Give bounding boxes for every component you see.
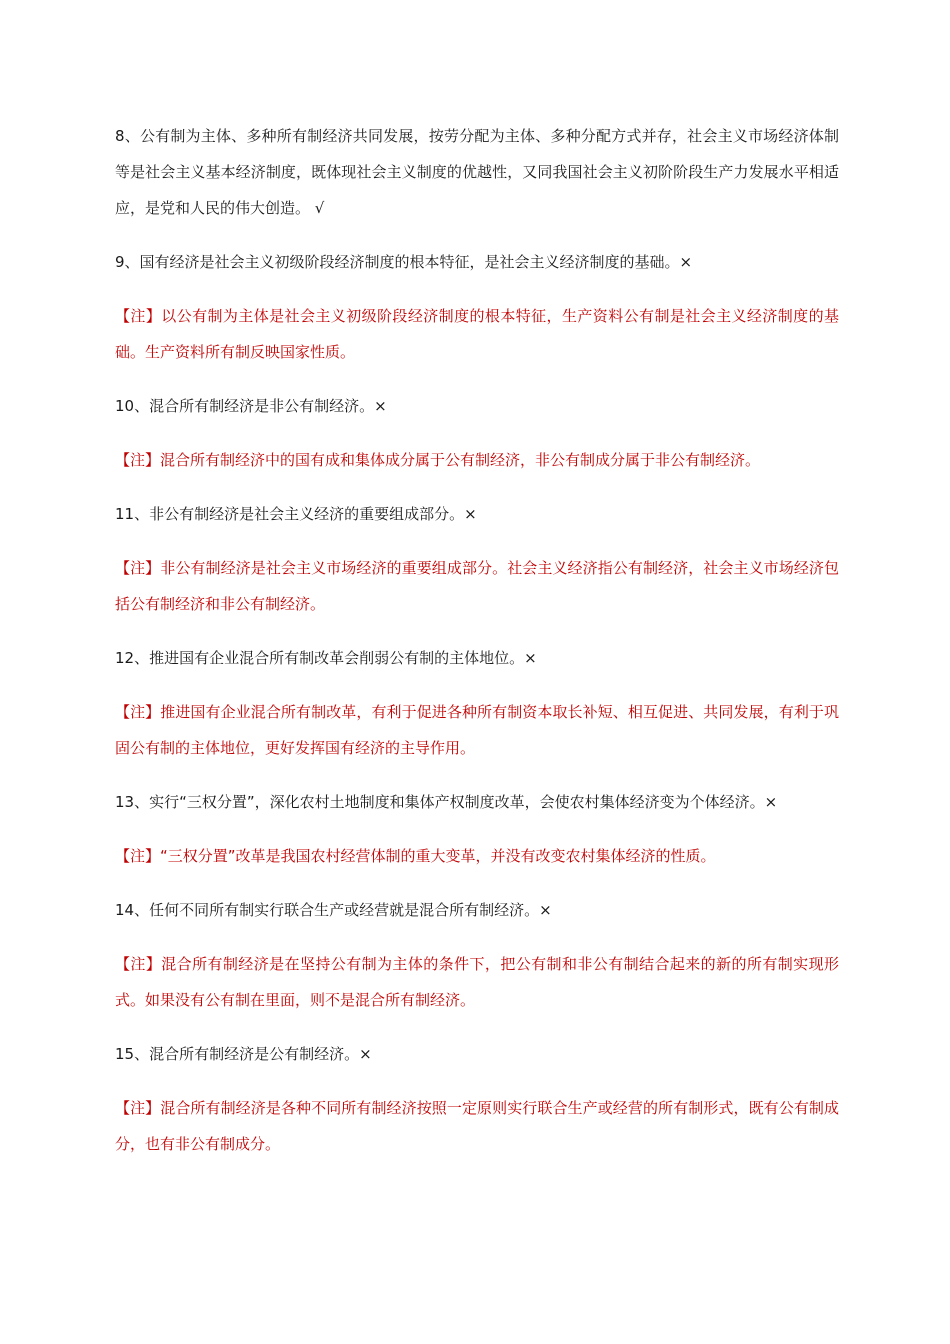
spacer <box>115 532 839 550</box>
statement-15: 15、混合所有制经济是公有制经济。× <box>115 1045 372 1063</box>
spacer <box>115 928 839 946</box>
note-11: 【注】非公有制经济是社会主义市场经济的重要组成部分。社会主义经济指公有制经济，社会主义市场经济包括公有制经济和非公有制经济。 <box>115 559 839 613</box>
statement-9: 9、国有经济是社会主义初级阶段经济制度的根本特征，是社会主义经济制度的基础。× <box>115 253 693 271</box>
note-10: 【注】混合所有制经济中的国有成和集体成分属于公有制经济，非公有制成分属于非公有制经济。 <box>115 451 761 469</box>
spacer <box>115 676 839 694</box>
note-15: 【注】混合所有制经济是各种不同所有制经济按照一定原则实行联合生产或经营的所有制形式，既有公有制成分，也有非公有制成分。 <box>115 1099 839 1153</box>
spacer <box>115 622 839 640</box>
spacer <box>115 1018 839 1036</box>
spacer <box>115 226 839 244</box>
spacer <box>115 766 839 784</box>
note-13: 【注】“三权分置”改革是我国农村经营体制的重大变革，并没有改变农村集体经济的性质。 <box>115 847 716 865</box>
spacer <box>115 1072 839 1090</box>
note-9: 【注】以公有制为主体是社会主义初级阶段经济制度的根本特征，生产资料公有制是社会主义经济制度的基础。生产资料所有制反映国家性质。 <box>115 307 839 361</box>
statement-13: 13、实行“三权分置”，深化农村土地制度和集体产权制度改革，会使农村集体经济变为个体经济。× <box>115 793 778 811</box>
statement-14: 14、任何不同所有制实行联合生产或经营就是混合所有制经济。× <box>115 901 552 919</box>
spacer <box>115 424 839 442</box>
spacer <box>115 820 839 838</box>
statement-8: 8、公有制为主体、多种所有制经济共同发展，按劳分配为主体、多种分配方式并存，社会主义市场经济体制等是社会主义基本经济制度，既体现社会主义制度的优越性，又同我国社会主义初阶阶段生产力发展水平相适应，是党和人民的伟大创造。 √ <box>115 127 839 217</box>
note-12: 【注】推进国有企业混合所有制改革，有利于促进各种所有制资本取长补短、相互促进、共同发展，有利于巩固公有制的主体地位，更好发挥国有经济的主导作用。 <box>115 703 839 757</box>
spacer <box>115 478 839 496</box>
document-page <box>115 118 839 1162</box>
statement-12: 12、推进国有企业混合所有制改革会削弱公有制的主体地位。× <box>115 649 537 667</box>
note-14: 【注】混合所有制经济是在坚持公有制为主体的条件下，把公有制和非公有制结合起来的新的所有制实现形式。如果没有公有制在里面，则不是混合所有制经济。 <box>115 955 839 1009</box>
statement-10: 10、混合所有制经济是非公有制经济。× <box>115 397 387 415</box>
statement-11: 11、非公有制经济是社会主义经济的重要组成部分。× <box>115 505 477 523</box>
spacer <box>115 280 839 298</box>
spacer <box>115 874 839 892</box>
spacer <box>115 370 839 388</box>
